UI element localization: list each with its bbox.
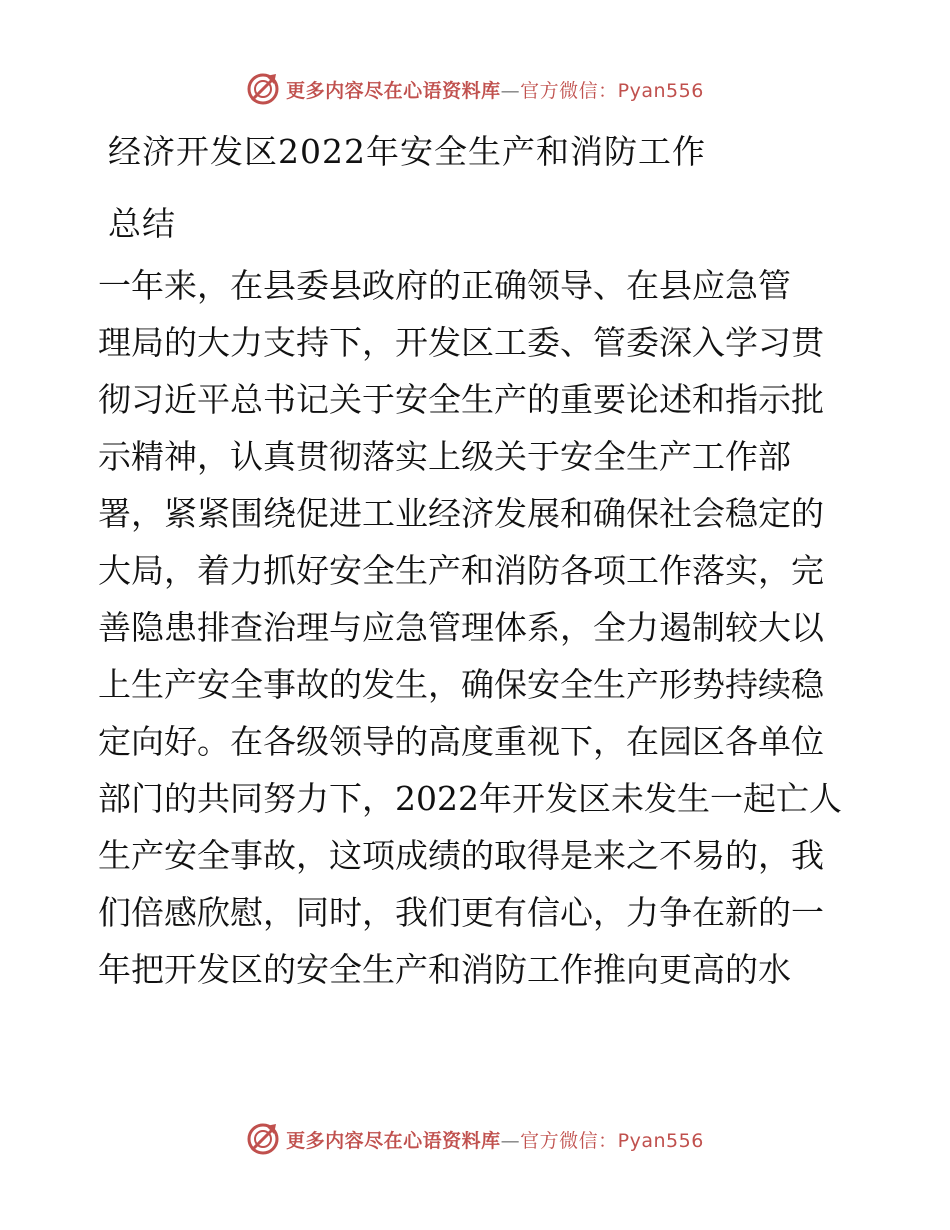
banner-separator: —: [500, 79, 521, 102]
body-line-11: 生产安全事故，这项成绩的取得是来之不易的，我: [98, 836, 824, 875]
body-line-4: 示精神，认真贯彻落实上级关于安全生产工作部: [98, 437, 791, 476]
body-line-2: 理局的大力支持下，开发区工委、管委深入学习贯: [98, 323, 824, 362]
document-title-line-2: 总结: [108, 204, 176, 243]
header-banner: [0, 72, 950, 106]
body-line-3: 彻习近平总书记关于安全生产的重要论述和指示批: [98, 380, 824, 419]
body-line-1: 一年来，在县委县政府的正确领导、在县应急管: [98, 266, 791, 305]
banner-main-text: 更多内容尽在心语资料库: [286, 79, 501, 102]
banner-wechat-text: 官方微信：Pyan556: [520, 79, 704, 102]
seal-logo-icon: [246, 72, 280, 106]
seal-logo-icon: [246, 1122, 280, 1156]
body-line-8: 上生产安全事故的发生，确保安全生产形势持续稳: [98, 665, 824, 704]
body-line-5: 署，紧紧围绕促进工业经济发展和确保社会稳定的: [98, 494, 824, 533]
footer-banner: [0, 1122, 950, 1156]
body-line-9: 定向好。在各级领导的高度重视下，在园区各单位: [98, 722, 824, 761]
body-line-7: 善隐患排查治理与应急管理体系，全力遏制较大以: [98, 608, 824, 647]
banner-separator: —: [500, 1129, 521, 1152]
body-line-6: 大局，着力抓好安全生产和消防各项工作落实，完: [98, 551, 824, 590]
body-line-12: 们倍感欣慰，同时，我们更有信心，力争在新的一: [98, 893, 824, 932]
banner-text: [286, 76, 704, 103]
document-title-line-1: 经济开发区2022年安全生产和消防工作: [108, 132, 706, 171]
banner-wechat-text: 官方微信：Pyan556: [520, 1129, 704, 1152]
body-line-10: 部门的共同努力下，2022年开发区未发生一起亡人: [98, 779, 842, 818]
banner-text: [286, 1126, 704, 1153]
banner-main-text: 更多内容尽在心语资料库: [286, 1129, 501, 1152]
body-line-13: 年把开发区的安全生产和消防工作推向更高的水: [98, 950, 791, 989]
